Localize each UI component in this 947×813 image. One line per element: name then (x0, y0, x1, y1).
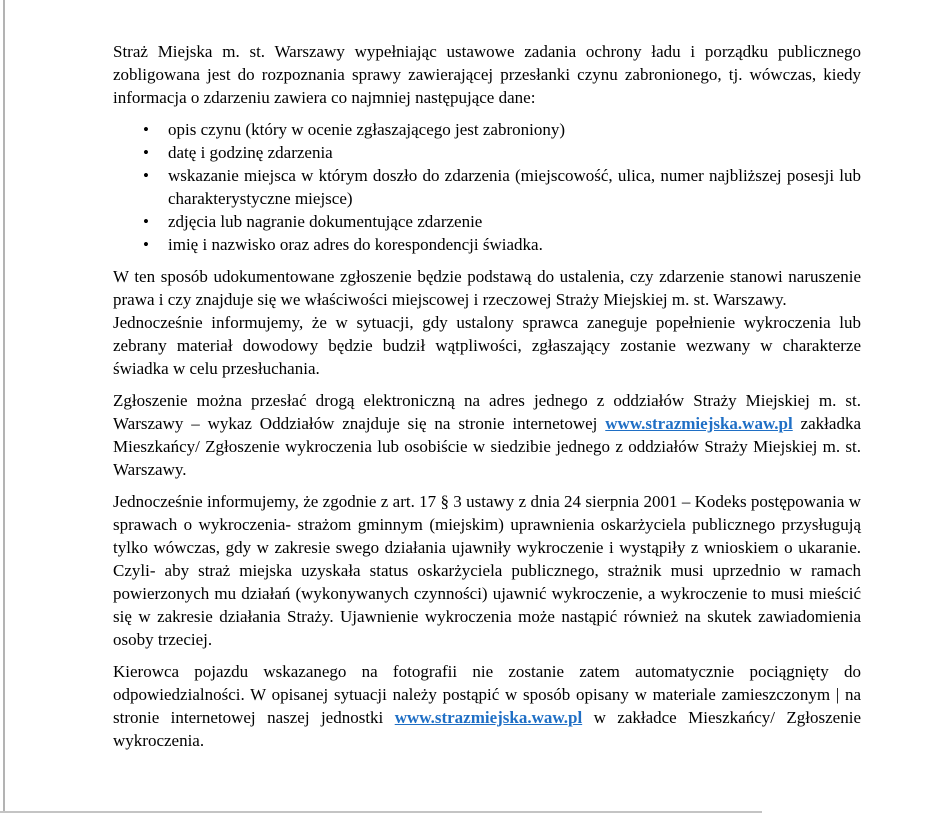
list-item-photos: • zdjęcia lub nagranie dokumentujące zdarzenie (168, 210, 861, 233)
paragraph-driver (113, 660, 861, 752)
list-item-date-time: • datę i godzinę zdarzenia (168, 141, 861, 164)
submission-text-before: Zgłoszenie można przesłać drogą elektroniczną na adres jednego z oddziałów Straży Miejskiej m. st. Warszawy – wykaz Oddziałów znajduje się na stronie internetowej (113, 391, 861, 433)
list-item-location: • wskazanie miejsca w którym doszło do zdarzenia (miejscowość, ulica, numer najbliższej posesji lub charakterystyczne miejsce) (168, 164, 861, 210)
list-item-offence-description: • opis czynu (który w ocenie zgłaszającego jest zabroniony) (168, 118, 861, 141)
driver-text-before: Kierowca pojazdu wskazanego na fotografii nie zostanie zatem automatycznie pociągnięty do odpowiedzialności. W opisanej sytuacji należy postąpić w sposób opisany w materiale zamieszczonym | na stronie internetowej naszej jednostki (113, 662, 861, 727)
list-item-witness-data: • imię i nazwisko oraz adres do korespondencji świadka. (168, 233, 861, 256)
paragraph-submission (113, 389, 861, 481)
left-edge-line (3, 0, 5, 813)
paragraph-intro: Straż Miejska m. st. Warszawy wypełniając ustawowe zadania ochrony ładu i porządku publicznego zobligowana jest do rozpoznania sprawy zawierającej przesłanki czynu zabronionego, tj. wówczas, kiedy informacja o zdarzeniu zawiera co najmniej następujące dane: (113, 42, 861, 107)
paragraph-assessment-2: Jednocześnie informujemy, że w sytuacji, gdy ustalony sprawca zaneguje popełnienie wykroczenia lub zebrany materiał dowodowy będzie budził wątpliwości, zgłaszający zostanie wezwany w charakterze świadka w celu przesłuchania. (113, 313, 861, 378)
submission-text-after: zakładka Mieszkańcy/ Zgłoszenie wykroczenia lub osobiście w siedzibie jednego z oddziałów Straży Miejskiej m. st. Warszawy. (113, 414, 861, 479)
paragraph-legal: Jednocześnie informujemy, że zgodnie z art. 17 § 3 ustawy z dnia 24 sierpnia 2001 – Kodeks postępowania w sprawach o wykroczenia- strażom gminnym (miejskim) uprawnienia oskarżyciela publicznego przysługują tylko wówczas, gdy w zakresie swego działania ujawniły wykroczenie i wystąpiły z wnioskiem o ukaranie. Czyli- aby straż miejska uzyskała status oskarżyciela publicznego, strażnik musi uprzednio w ramach powierzonych mu działań (wykonywanych czynności) ujawnić wykroczenie, a wykroczenie to musi mieścić się w zakresie działania Straży. Ujawnienie wykroczenia może nastąpić również na skutek zawiadomienia osoby trzeciej. (113, 492, 861, 649)
strazmiejska-link-2[interactable]: www.strazmiejska.waw.pl (394, 708, 583, 727)
driver-text-after: w zakładce Mieszkańcy/ Zgłoszenie wykroczenia. (113, 708, 861, 750)
paragraph-assessment-1: W ten sposób udokumentowane zgłoszenie będzie podstawą do ustalenia, czy zdarzenie stanowi naruszenie prawa i czy znajduje się we właściwości miejscowej i rzeczowej Straży Miejskiej m. st. Warszawy. (113, 267, 861, 309)
document-content (113, 40, 861, 761)
requirements-list (113, 118, 861, 256)
strazmiejska-link-1[interactable]: www.strazmiejska.waw.pl (605, 414, 793, 433)
